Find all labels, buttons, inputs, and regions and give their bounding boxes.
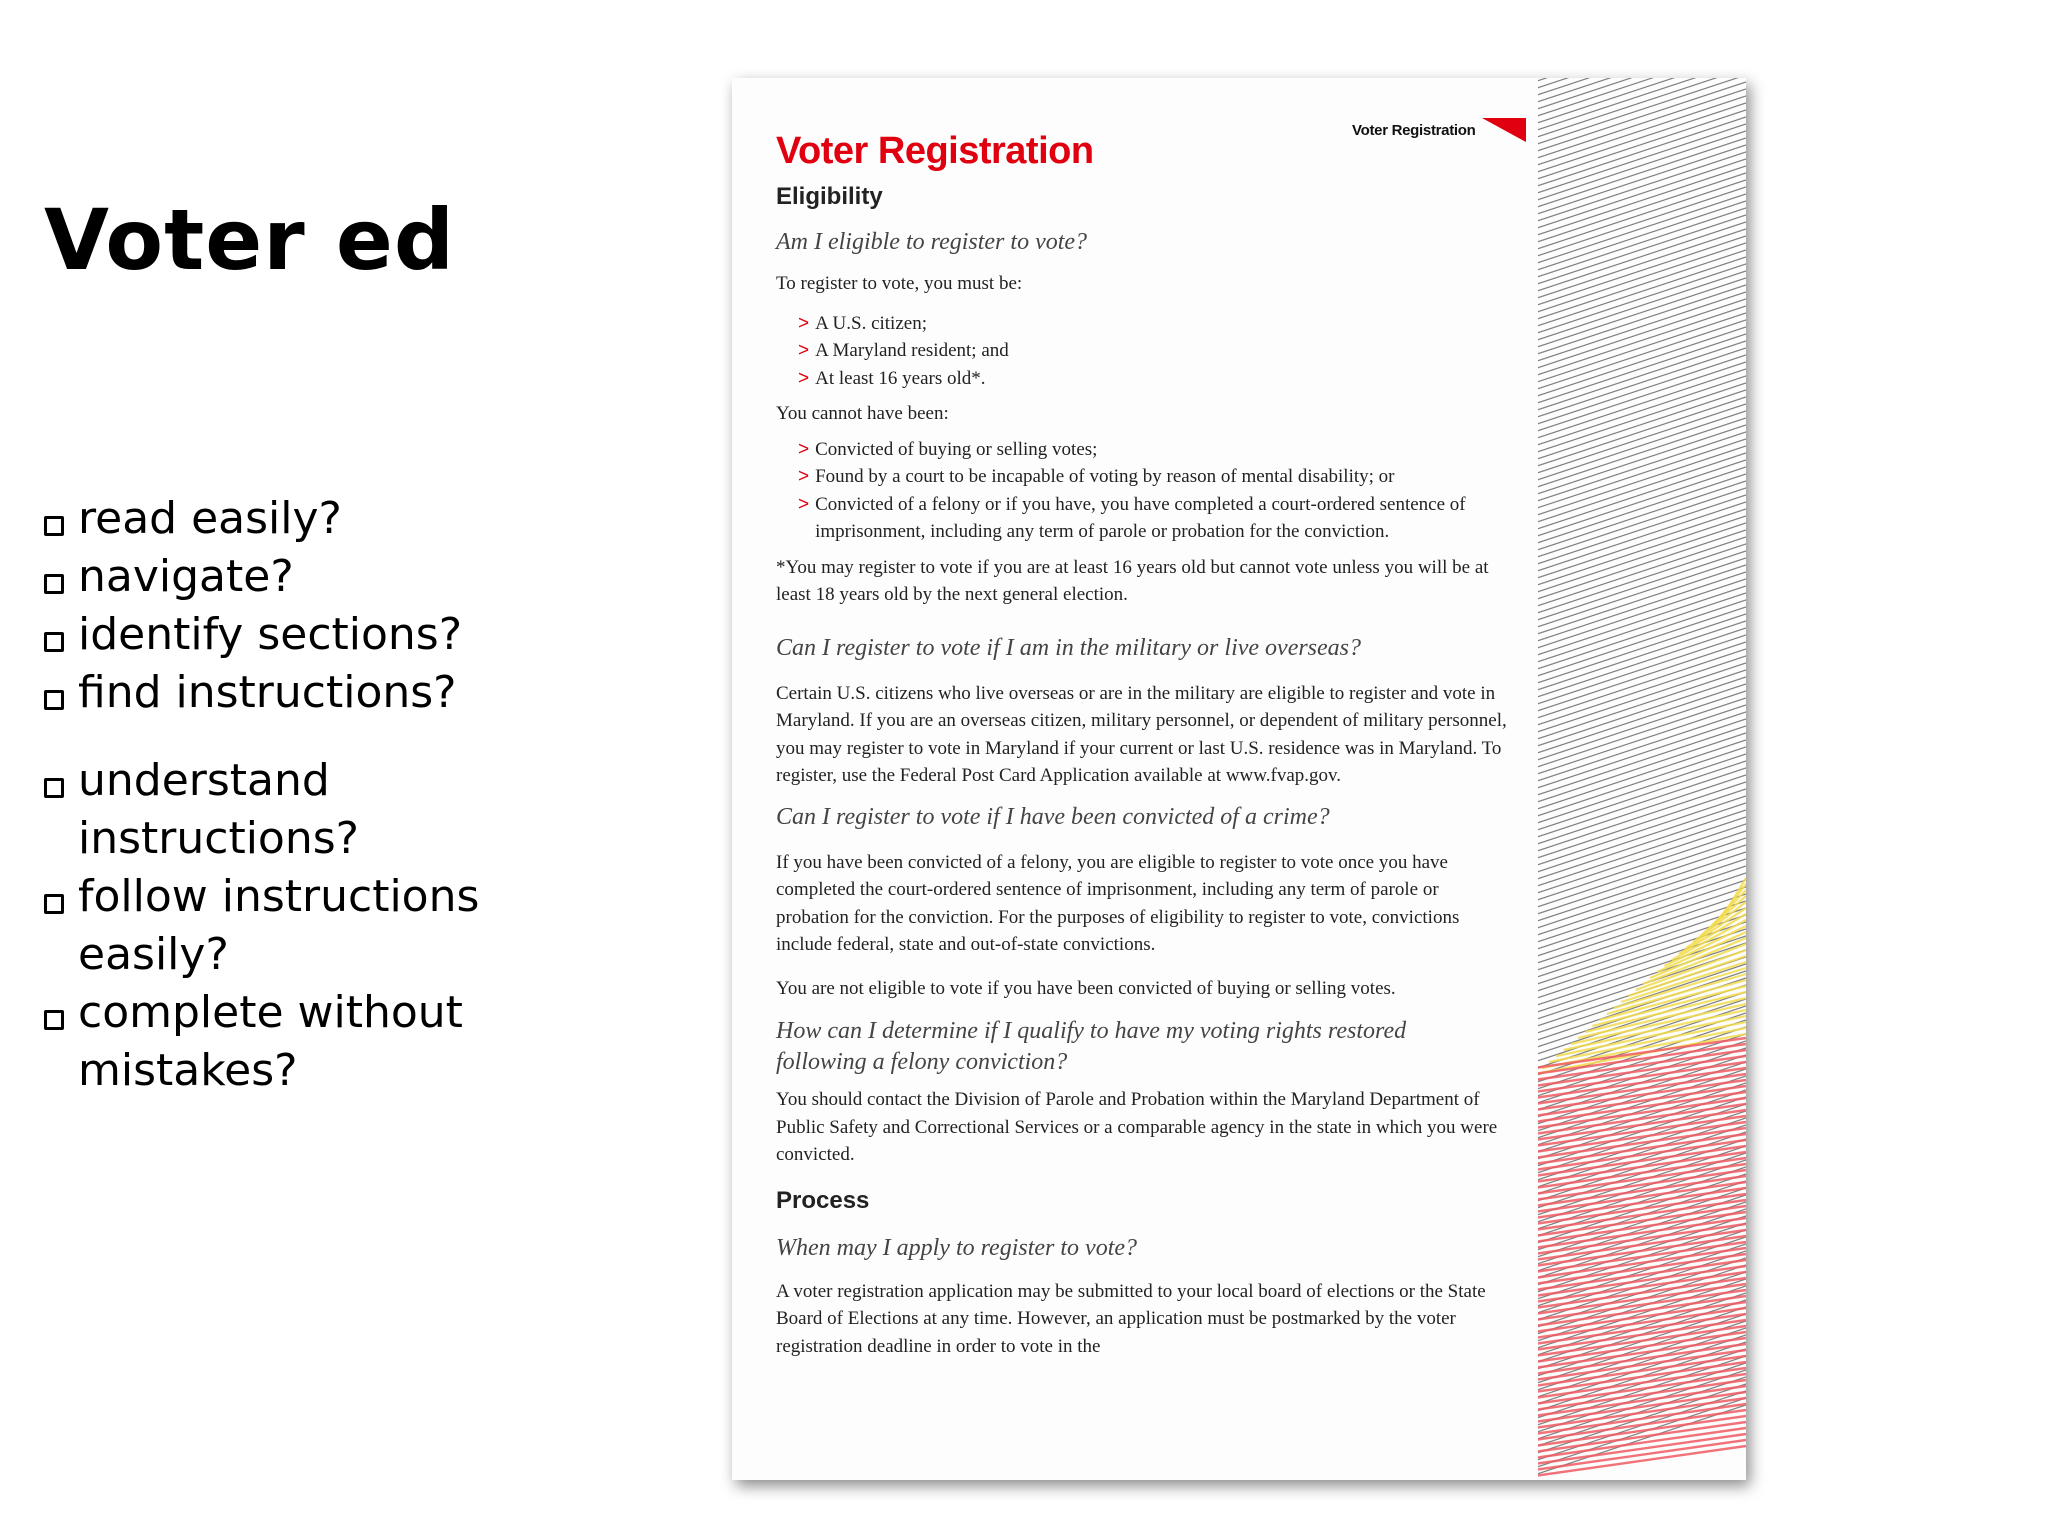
checkbox-icon <box>44 516 64 536</box>
footnote: *You may register to vote if you are at least 16 years old but cannot vote unless you will be at least 18 years old by the next general election. <box>776 556 1489 605</box>
checklist-item <box>44 664 604 722</box>
cannot-be-list <box>798 436 1516 546</box>
checklist-item <box>44 984 604 1100</box>
slide-title: Voter ed <box>44 191 456 289</box>
question-crime: Can I register to vote if I have been convicted of a crime? <box>776 803 1330 830</box>
list-item: > Convicted of a felony or if you have, you have completed a court-ordered sentence of imprisonment, including any term of parole or probation for the conviction. <box>798 491 1516 546</box>
list-item: > Convicted of buying or selling votes; <box>798 436 1516 464</box>
intro-cannot-be: You cannot have been: <box>776 403 949 424</box>
checkbox-icon <box>44 690 64 710</box>
chevron-right-icon: > <box>798 340 810 361</box>
question-eligible: Am I eligible to register to vote? <box>776 229 1088 255</box>
checklist-item-label: navigate? <box>78 551 294 602</box>
list-item: > At least 16 years old*. <box>798 365 1516 393</box>
document-content <box>776 130 1516 1372</box>
hatch-decoration <box>1534 78 1746 1480</box>
checkbox-icon <box>44 778 64 798</box>
checklist-item <box>44 752 604 868</box>
checklist-item <box>44 490 604 548</box>
answer-crime-buying: You are not eligible to vote if you have been convicted of buying or selling votes. <box>776 977 1396 999</box>
question-restored: How can I determine if I qualify to have my voting rights restored following a felony conviction? <box>776 1018 1407 1075</box>
question-military: Can I register to vote if I am in the military or live overseas? <box>776 634 1362 661</box>
intro-must-be: To register to vote, you must be: <box>776 273 1023 294</box>
checklist <box>44 490 604 1100</box>
chevron-right-icon: > <box>798 493 810 515</box>
section-heading-eligibility: Eligibility <box>776 183 883 210</box>
list-item: > A Maryland resident; and <box>798 337 1516 365</box>
chevron-right-icon: > <box>798 367 810 389</box>
checkbox-icon <box>44 1010 64 1030</box>
section-heading-process: Process <box>776 1186 870 1214</box>
checklist-item-label: follow instructions easily? <box>78 871 480 980</box>
checklist-item-label: understand instructions? <box>78 755 360 864</box>
answer-when-apply: A voter registration application may be submitted to your local board of elections or the State Board of Elections at any time. However, an application must be postmarked by the voter registration deadline in order to vote in the <box>776 1280 1486 1357</box>
checklist-item-label: find instructions? <box>78 667 457 718</box>
checklist-item-label: complete without mistakes? <box>78 987 463 1096</box>
must-be-list <box>798 310 1516 393</box>
question-when-apply: When may I apply to register to vote? <box>776 1234 1138 1261</box>
answer-crime: If you have been convicted of a felony, you are eligible to register to vote once you have completed the court-ordered sentence of imprisonment, including any term of parole or probation for the conviction. For the purposes of eligibility to register to vote, convictions include federal, state and out-of-state convictions. <box>776 851 1460 955</box>
checkbox-icon <box>44 632 64 652</box>
checkbox-icon <box>44 894 64 914</box>
chevron-right-icon: > <box>798 312 810 334</box>
header-label: Voter Registration <box>1352 122 1476 139</box>
document-page <box>732 78 1746 1480</box>
chevron-right-icon: > <box>798 466 810 487</box>
checklist-item <box>44 868 604 984</box>
checkbox-icon <box>44 574 64 594</box>
answer-restored: You should contact the Division of Parole and Probation within the Maryland Department of Public Safety and Correctional Services or a comparable agency in the state in which you were convicted. <box>776 1089 1498 1165</box>
checklist-item <box>44 606 604 664</box>
checklist-item-label: read easily? <box>78 493 342 544</box>
answer-military: Certain U.S. citizens who live overseas or are in the military are eligible to register and vote in Maryland. If you are an overseas citizen, military personnel, or dependent of military personnel, you may register to vote in Maryland if your current or last U.S. residence was in Maryland. To register, use the Federal Post Card Application available at www.fvap.gov. <box>776 682 1507 786</box>
checklist-item-label: identify sections? <box>78 609 463 660</box>
document-title: Voter Registration <box>776 130 1094 172</box>
list-item: > Found by a court to be incapable of voting by reason of mental disability; or <box>798 463 1516 491</box>
list-item: > A U.S. citizen; <box>798 310 1516 338</box>
checklist-item <box>44 548 604 606</box>
chevron-right-icon: > <box>798 438 810 460</box>
